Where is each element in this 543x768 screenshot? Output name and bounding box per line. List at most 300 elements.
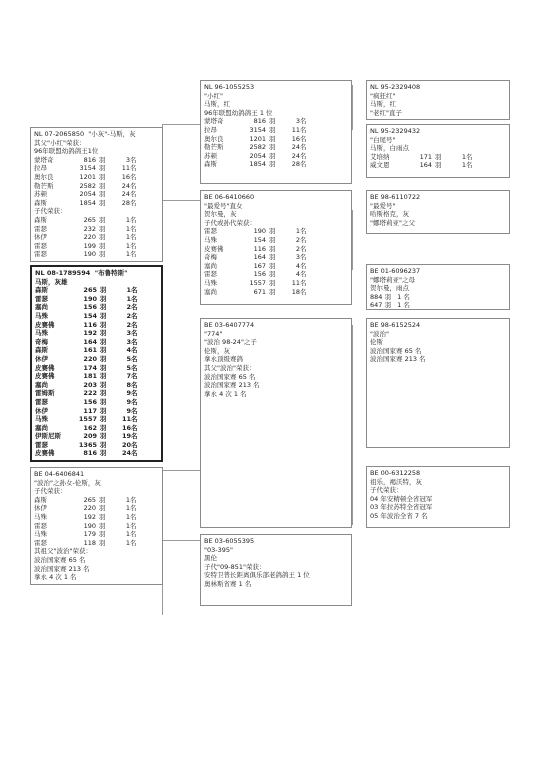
- result-row: [34, 233, 159, 242]
- sire-sire-sire-note: "老红"直子: [370, 108, 402, 117]
- place: 24: [291, 151, 300, 160]
- place-unit: 名: [466, 152, 473, 161]
- dam-sire-note: 其父"波治"荣获：: [204, 363, 256, 372]
- sire-dam-sire-name: "最爱号": [370, 201, 396, 210]
- result-row: [35, 449, 158, 458]
- place-unit: 名: [131, 415, 138, 424]
- bird-unit: 羽: [268, 253, 276, 262]
- sire-dam-note: 贺尔曼，灰: [204, 210, 237, 219]
- bird-count: 154: [253, 235, 266, 244]
- race-name: 雷瑟: [35, 294, 48, 303]
- result-row: [204, 152, 348, 161]
- bird-unit: 羽: [268, 134, 276, 143]
- dam-sire-dam-note: 子代荣获：: [370, 486, 403, 495]
- race-name: 马殊: [35, 329, 48, 338]
- place: 9: [126, 389, 131, 398]
- place: 3: [126, 329, 131, 338]
- place: 4: [295, 261, 300, 270]
- place: 11: [121, 164, 130, 173]
- result-row: [204, 236, 348, 245]
- bird-unit: 羽: [98, 495, 106, 504]
- bird-unit: 羽: [268, 270, 276, 279]
- place-unit: 名: [130, 233, 137, 242]
- bird-unit: 羽: [98, 155, 106, 164]
- bird-unit: 羽: [98, 241, 106, 250]
- sire-dam-name: "最爱号"直女: [204, 201, 243, 210]
- result-row: [35, 424, 158, 433]
- place-unit: 名: [131, 363, 138, 372]
- bird-count: 156: [83, 397, 97, 406]
- place: 3: [126, 337, 131, 346]
- connector: [162, 540, 200, 541]
- place-unit: 名: [130, 181, 137, 190]
- sire-sire-dam-ring-number: NL 95-2329432: [370, 127, 421, 135]
- place-unit: 名: [300, 227, 307, 236]
- bird-count: 118: [83, 538, 96, 547]
- bird-unit: 羽: [99, 389, 107, 398]
- place-unit: 名: [300, 244, 307, 253]
- race-name: 马殊: [34, 512, 47, 521]
- dam-dam-note: 安特卫普长距离俱乐部老鸽鸽王 1 位: [204, 571, 310, 580]
- place: 11: [291, 125, 300, 134]
- race-name: 马殊: [204, 278, 217, 287]
- bird-unit: 羽: [268, 227, 276, 236]
- bird-count: 156: [253, 270, 266, 279]
- dam-results: [34, 496, 159, 548]
- result-row: [204, 160, 348, 169]
- dam-sire-note: 拿永顶级赛鸽: [204, 355, 243, 364]
- sire-note: 其父"小红"荣获：: [34, 138, 86, 147]
- bird-count: 2054: [249, 151, 266, 160]
- bird-count: 174: [83, 363, 97, 372]
- bird-unit: 羽: [98, 233, 106, 242]
- place-unit: 名: [131, 397, 138, 406]
- place: 3: [295, 253, 300, 262]
- race-name: 森斯: [34, 198, 47, 207]
- connector: [162, 124, 200, 125]
- bird-count: 192: [83, 329, 97, 338]
- bird-unit: 羽: [99, 449, 107, 458]
- race-name: 雷瑟: [204, 270, 217, 279]
- result-row: [34, 522, 159, 531]
- bird-unit: 羽: [99, 346, 107, 355]
- race-name: 蒙塔奇: [204, 117, 224, 126]
- sire-results: [34, 156, 159, 208]
- bird-count: 162: [83, 423, 97, 432]
- dam-sire-dam-note: 05 年波治全省 7 名: [370, 511, 428, 520]
- race-name: 雷姆斯: [35, 389, 55, 398]
- bird-count: 190: [83, 521, 96, 530]
- result-row: [204, 270, 348, 279]
- bird-unit: 羽: [99, 423, 107, 432]
- dam-dam-note: 黑伦: [204, 554, 217, 563]
- place: 9: [126, 406, 131, 415]
- bird-count: 116: [253, 244, 266, 253]
- race-name: 马殊: [204, 235, 217, 244]
- result-row: [35, 338, 158, 347]
- sire-dam-box: [200, 190, 352, 305]
- bird-unit: 羽: [98, 530, 106, 539]
- sire-offspring-results: [34, 216, 159, 259]
- place: 24: [121, 181, 130, 190]
- race-name: 塞尚: [35, 380, 48, 389]
- bird-unit: 羽: [434, 152, 442, 161]
- bird-unit: 羽: [99, 286, 107, 295]
- bird-unit: 羽: [98, 250, 106, 259]
- sire-dam-ring-number: BE 06-6410660: [204, 193, 255, 201]
- bird-count: 192: [83, 512, 96, 521]
- place-unit: 名: [300, 287, 307, 296]
- dam-dam-name: "03-395": [204, 545, 234, 554]
- result-row: [204, 117, 348, 126]
- dam-note: 拿永 4 次 1 名: [34, 573, 77, 582]
- result-row: [35, 432, 158, 441]
- result-row: [34, 173, 159, 182]
- sire-sire-note: 马斯，红: [204, 100, 230, 109]
- place-unit: 名: [131, 286, 138, 295]
- race-name: 蒙塔奇: [34, 155, 54, 164]
- result-row: [370, 161, 506, 170]
- bird-count: 1201: [249, 134, 266, 143]
- dam-sire-sire-box: [366, 318, 510, 448]
- bird-count: 2582: [79, 181, 96, 190]
- place: 11: [121, 415, 131, 424]
- bird-count: 220: [83, 233, 96, 242]
- sire-sire-results: [204, 117, 348, 169]
- place: 1: [126, 286, 131, 295]
- result-row: [34, 250, 159, 259]
- sire-dam-dam-note: 贺尔曼，雨点: [370, 284, 409, 293]
- bird-count: 220: [83, 504, 96, 513]
- place-unit: 名: [300, 143, 307, 152]
- bird-count: 3154: [249, 125, 266, 134]
- place: 24: [121, 190, 130, 199]
- place-unit: 名: [131, 337, 138, 346]
- place: 1: [125, 512, 130, 521]
- subject-description: 马斯，灰雄: [35, 277, 68, 286]
- result-row: [34, 164, 159, 173]
- bird-unit: 羽: [99, 397, 107, 406]
- bird-count: 1365: [78, 440, 97, 449]
- place-unit: 名: [300, 117, 307, 126]
- place-unit: 名: [300, 270, 307, 279]
- bird-unit: 羽: [99, 432, 107, 441]
- sire-sire-name: "小红": [204, 91, 223, 100]
- bird-unit: 羽: [99, 294, 107, 303]
- race-name: 塞尚: [204, 261, 217, 270]
- place-unit: 名: [130, 190, 137, 199]
- place: 1: [125, 250, 130, 259]
- bird-unit: 羽: [99, 440, 107, 449]
- place: 4: [126, 346, 131, 355]
- bird-count: 199: [83, 241, 96, 250]
- bird-count: 265: [83, 215, 96, 224]
- place: 2: [126, 311, 131, 320]
- place-unit: 名: [300, 125, 307, 134]
- subject-results: [35, 286, 158, 458]
- place-unit: 名: [130, 198, 137, 207]
- place: 24: [291, 143, 300, 152]
- bird-unit: 羽: [98, 190, 106, 199]
- place-unit: 名: [131, 372, 138, 381]
- result-row: [35, 329, 158, 338]
- place-unit: 名: [300, 151, 307, 160]
- bird-count: 232: [83, 224, 96, 233]
- dam-sire-note: 波治国家赛 65 名: [204, 372, 256, 381]
- bird-count: 164: [253, 253, 266, 262]
- place-unit: 名: [300, 278, 307, 287]
- race-name: 休伊: [35, 406, 48, 415]
- race-name: 皮赛佛: [204, 244, 224, 253]
- place-unit: 名: [300, 134, 307, 143]
- dam-sire-dam-note: 04 年安精顿全省冠军: [370, 494, 433, 503]
- place: 3: [295, 117, 300, 126]
- place: 11: [291, 278, 300, 287]
- place-unit: 名: [466, 161, 473, 170]
- result-row: [370, 153, 506, 162]
- result-row: [204, 126, 348, 135]
- race-name: 皮赛佛: [35, 449, 55, 458]
- sire-dam-dam-result: 884 羽 1 名: [370, 292, 410, 301]
- bird-count: 1854: [79, 198, 96, 207]
- bird-unit: 羽: [98, 538, 106, 547]
- sire-box: [30, 127, 163, 262]
- place-unit: 名: [131, 406, 138, 415]
- race-name: 雷瑟: [34, 241, 47, 250]
- result-row: [35, 389, 158, 398]
- sire-dam-note: 子代或孙代荣获：: [204, 218, 256, 227]
- dam-name: "波治"之孙女-伦斯，灰: [34, 478, 101, 487]
- place-unit: 名: [131, 389, 138, 398]
- place: 5: [126, 363, 131, 372]
- place: 20: [121, 440, 131, 449]
- place: 18: [291, 287, 300, 296]
- bird-count: 265: [83, 286, 97, 295]
- bird-count: 190: [83, 294, 97, 303]
- place: 16: [291, 134, 300, 143]
- dam-sire-dam-ring-number: BE 00-6312258: [370, 469, 421, 477]
- race-name: 雷瑟: [34, 250, 47, 259]
- result-row: [34, 156, 159, 165]
- result-row: [34, 504, 159, 513]
- bird-unit: 羽: [268, 117, 276, 126]
- place-unit: 名: [131, 303, 138, 312]
- bird-count: 209: [83, 432, 97, 441]
- race-name: 雷瑟: [35, 440, 48, 449]
- result-row: [34, 242, 159, 251]
- place-unit: 名: [300, 160, 307, 169]
- bird-unit: 羽: [268, 244, 276, 253]
- connector: [352, 210, 353, 270]
- bird-unit: 羽: [98, 198, 106, 207]
- bird-unit: 羽: [98, 521, 106, 530]
- place: 28: [291, 160, 300, 169]
- bird-count: 222: [83, 389, 97, 398]
- bird-count: 1201: [79, 172, 96, 181]
- bird-count: 181: [83, 372, 97, 381]
- bird-count: 265: [83, 495, 96, 504]
- sire-dam-dam-note: "娜塔莉亚"之母: [370, 275, 415, 284]
- bird-unit: 羽: [99, 337, 107, 346]
- bird-count: 816: [253, 117, 266, 126]
- race-name: 皮赛佛: [35, 363, 55, 372]
- race-name: 奇梅: [35, 337, 48, 346]
- result-row: [35, 355, 158, 364]
- dam-dam-note: 子代"09-851"荣获：: [204, 562, 266, 571]
- place: 2: [126, 303, 131, 312]
- sire-sire-sire-note: 马斯，红: [370, 100, 396, 109]
- place-unit: 名: [131, 294, 138, 303]
- place-unit: 名: [131, 346, 138, 355]
- place: 8: [126, 380, 131, 389]
- sire-dam-sire-ring-number: BE 98-6110722: [370, 193, 421, 201]
- place-unit: 名: [130, 164, 137, 173]
- bird-unit: 羽: [98, 504, 106, 513]
- bird-count: 117: [83, 406, 97, 415]
- connector: [162, 200, 200, 201]
- place: 16: [121, 423, 131, 432]
- place: 28: [121, 198, 130, 207]
- dam-sire-dam-name: 祖乐，褐沃特，灰: [370, 477, 422, 486]
- bird-count: 171: [419, 152, 432, 161]
- result-row: [35, 346, 158, 355]
- place: 2: [295, 235, 300, 244]
- bird-unit: 羽: [268, 143, 276, 152]
- dam-sire-sire-note: 波治国家赛 65 名: [370, 346, 422, 355]
- place: 1: [125, 224, 130, 233]
- result-row: [204, 135, 348, 144]
- place: 1: [295, 227, 300, 236]
- bird-unit: 羽: [99, 311, 107, 320]
- bird-unit: 羽: [98, 172, 106, 181]
- result-row: [204, 279, 348, 288]
- place-unit: 名: [130, 504, 137, 513]
- place: 1: [125, 233, 130, 242]
- place-unit: 名: [131, 449, 138, 458]
- bird-count: 116: [83, 320, 97, 329]
- place-unit: 名: [130, 172, 137, 181]
- connector: [352, 325, 353, 525]
- place: 7: [126, 372, 131, 381]
- result-row: [204, 253, 348, 262]
- bird-unit: 羽: [268, 278, 276, 287]
- place: 2: [126, 320, 131, 329]
- bird-unit: 羽: [99, 415, 107, 424]
- race-name: 森斯: [35, 286, 48, 295]
- bird-count: 203: [83, 380, 97, 389]
- race-name: 森斯: [35, 346, 48, 355]
- result-row: [34, 496, 159, 505]
- place-unit: 名: [131, 380, 138, 389]
- bird-count: 164: [419, 161, 432, 170]
- sire-sire-box: [200, 80, 352, 184]
- bird-count: 1557: [249, 278, 266, 287]
- race-name: 马殊: [35, 415, 48, 424]
- race-name: 皮赛佛: [35, 320, 55, 329]
- place-unit: 名: [131, 320, 138, 329]
- place: 1: [125, 530, 130, 539]
- bird-count: 816: [83, 155, 96, 164]
- result-row: [35, 303, 158, 312]
- bird-unit: 羽: [268, 125, 276, 134]
- race-name: 塞尚: [204, 287, 217, 296]
- bird-count: 156: [83, 303, 97, 312]
- dam-sire-dam-note: 03 年拉苏特全省冠军: [370, 503, 433, 512]
- sire-sire-ring-number: NL 96-1055253: [204, 83, 255, 91]
- result-row: [204, 143, 348, 152]
- race-name: 雷瑟: [204, 227, 217, 236]
- race-name: 森斯: [204, 160, 217, 169]
- race-name: 森斯: [34, 215, 47, 224]
- sire-sire-dam-box: [366, 124, 510, 178]
- bird-unit: 羽: [434, 161, 442, 170]
- race-name: 勒芒斯: [204, 143, 224, 152]
- bird-unit: 羽: [99, 354, 107, 363]
- race-name: 奥尔良: [204, 134, 224, 143]
- place: 1: [126, 294, 131, 303]
- bird-count: 190: [253, 227, 266, 236]
- sire-dam-dam-result: 647 羽 1 名: [370, 301, 410, 310]
- result-row: [204, 227, 348, 236]
- dam-sire-note: 波治国家赛 213 名: [204, 381, 260, 390]
- sire-dam-results: [204, 227, 348, 296]
- race-name: 伊斯尼斯: [35, 432, 61, 441]
- dam-sire-sire-ring-number: BE 98-6152524: [370, 321, 421, 329]
- result-row: [35, 372, 158, 381]
- race-name: 雷瑟: [34, 521, 47, 530]
- place-unit: 名: [130, 495, 137, 504]
- result-row: [34, 513, 159, 522]
- bird-unit: 羽: [99, 329, 107, 338]
- bird-unit: 羽: [98, 181, 106, 190]
- dam-sire-note: 伦斯，灰: [204, 346, 230, 355]
- result-row: [34, 225, 159, 234]
- bird-count: 671: [253, 287, 266, 296]
- race-name: 苏顿: [204, 151, 217, 160]
- result-row: [204, 288, 348, 297]
- bird-unit: 羽: [98, 215, 106, 224]
- dam-dam-box: [200, 534, 352, 606]
- place-unit: 名: [131, 354, 138, 363]
- result-row: [34, 190, 159, 199]
- race-name: 塞尚: [35, 303, 48, 312]
- connector: [352, 85, 353, 130]
- place: 4: [295, 270, 300, 279]
- sire-sire-dam-note: 马斯，白雨点: [370, 144, 409, 153]
- race-name: 塞尚: [35, 423, 48, 432]
- bird-unit: 羽: [99, 380, 107, 389]
- bird-unit: 羽: [268, 160, 276, 169]
- place: 1: [461, 152, 466, 161]
- race-name: 休伊: [34, 504, 47, 513]
- connector: [162, 470, 200, 471]
- bird-count: 1854: [249, 160, 266, 169]
- sire-sire-note: 96年联盟幼鸽鸽王 1 位: [204, 108, 273, 117]
- race-name: 威文恩: [370, 161, 390, 170]
- result-row: [35, 415, 158, 424]
- bird-count: 2582: [249, 143, 266, 152]
- bird-unit: 羽: [268, 287, 276, 296]
- place-unit: 名: [131, 423, 138, 432]
- place: 1: [125, 215, 130, 224]
- race-name: 森斯: [34, 495, 47, 504]
- race-name: 马殊: [34, 530, 47, 539]
- place: 1: [125, 241, 130, 250]
- dam-note: 其祖父"波治"荣获：: [34, 547, 92, 556]
- place-unit: 名: [130, 250, 137, 259]
- dam-dam-note: 奥林斯省赛 1 名: [204, 579, 252, 588]
- bird-count: 154: [83, 311, 97, 320]
